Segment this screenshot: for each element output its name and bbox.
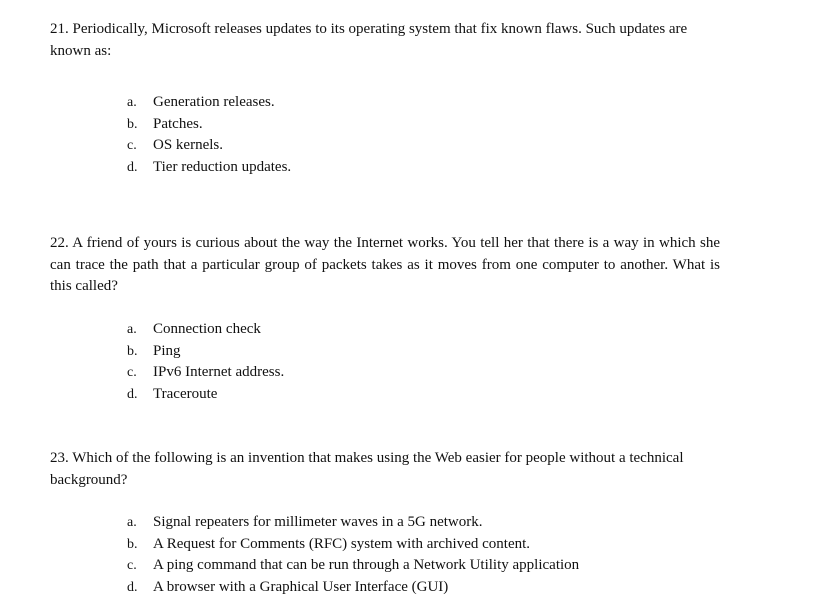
option-item [127, 114, 291, 136]
question-23 [50, 448, 720, 596]
option-letter: a. [127, 515, 137, 530]
option-text: Generation releases. [153, 94, 275, 110]
option-text: Connection check [153, 321, 261, 337]
option-letter: d. [127, 387, 138, 403]
option-letter: b. [127, 116, 138, 132]
option-item [127, 92, 291, 114]
question-stem: 23. Which of the following is an invention that makes using the Web easier for people without a technical background? [50, 450, 684, 488]
option-item [127, 512, 579, 534]
option-item [127, 577, 579, 599]
option-item [127, 157, 291, 179]
option-list [127, 319, 284, 406]
option-text: Patches. [153, 115, 203, 132]
option-list [127, 512, 579, 599]
option-text: IPv6 Internet address. [153, 364, 285, 381]
option-item [127, 555, 579, 577]
option-text: A Request for Comments (RFC) system with archived content. [153, 535, 531, 552]
option-letter: d. [127, 580, 138, 596]
option-text: A browser with a Graphical User Interface (GUI) [153, 579, 449, 596]
option-letter: c. [127, 558, 137, 574]
question-stem: 22. A friend of yours is curious about the way the Internet works. You tell her that there is a way in which she can trace the path that a particular group of packets takes as it moves from one computer to another. What is this called? [50, 235, 720, 294]
option-text: Ping [153, 342, 181, 359]
option-letter: d. [127, 160, 138, 176]
option-letter: b. [127, 343, 138, 359]
option-text: Traceroute [153, 386, 218, 403]
option-item [127, 135, 291, 157]
option-letter: b. [127, 536, 138, 552]
option-text: Signal repeaters for millimeter waves in a 5G network. [153, 514, 483, 530]
option-item [127, 319, 284, 341]
option-text: Tier reduction updates. [153, 159, 292, 176]
question-stem: 21. Periodically, Microsoft releases updates to its operating system that fix known flaws. Such updates are known as: [50, 21, 688, 59]
option-text: OS kernels. [153, 137, 223, 154]
option-letter: a. [127, 322, 137, 337]
option-letter: a. [127, 95, 137, 110]
option-item [127, 384, 284, 406]
option-item [127, 362, 284, 384]
option-text: A ping command that can be run through a Network Utility application [153, 557, 580, 574]
question-21 [50, 19, 720, 176]
option-list [127, 92, 291, 179]
option-item [127, 534, 579, 556]
option-letter: c. [127, 138, 137, 154]
question-22 [50, 233, 720, 403]
option-letter: c. [127, 365, 137, 381]
option-item [127, 341, 284, 363]
